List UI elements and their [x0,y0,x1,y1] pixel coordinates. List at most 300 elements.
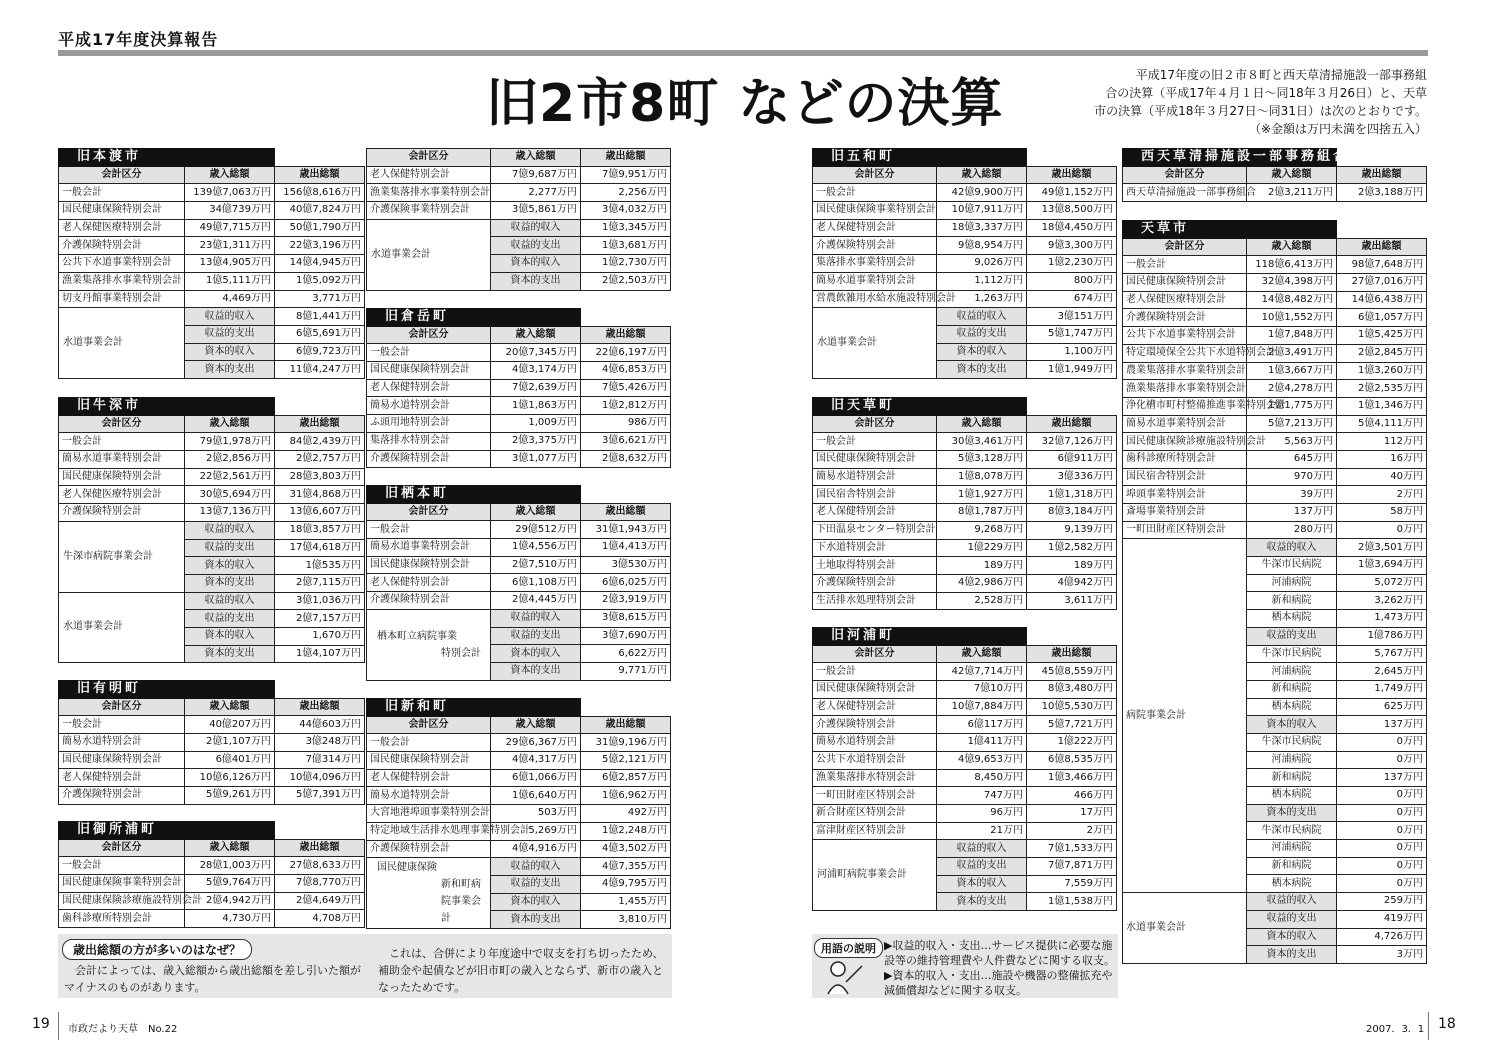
revenue-value: 137万円 [1247,504,1337,522]
sub-item-value: 7億7,871万円 [1027,857,1117,875]
expenditure-value: 58万円 [1337,504,1427,522]
sub-item-label: 資本的収入 [1247,716,1337,734]
sub-item-label: 収益的収入 [1247,539,1337,557]
column-header: 歳入総額 [937,166,1027,184]
account-name: 一般会計 [367,344,491,362]
expenditure-value: 2万円 [1337,486,1427,504]
table-row [59,290,365,308]
table-title: 旧御所浦町 [59,822,275,840]
table-cell [1027,628,1117,646]
account-name: 簡易水道事業特別会計 [59,451,185,469]
revenue-value: 3億1,077万円 [491,450,581,468]
account-name: 公共下水道特別会計 [813,751,937,769]
table-row [813,237,1117,255]
hospital-name: 栖本病院 [1247,610,1337,628]
account-name: 老人保健特別会計 [367,769,491,787]
sub-item-label: 資本的支出 [185,574,275,592]
revenue-value: 2億4,445万円 [491,592,581,610]
account-name: 老人保健特別会計 [813,698,937,716]
table-row [367,184,671,202]
budget-table-ushibuka [58,397,365,663]
table-title: 旧有明町 [59,681,275,699]
revenue-value: 34億739万円 [185,202,275,220]
sub-account-name: 病院事業会計 [1123,539,1247,893]
account-name: 農業集落排水事業特別会計 [1123,362,1247,380]
account-name: 漁業集落排水特別会計 [813,769,937,787]
table-row [367,521,671,539]
expenditure-value: 5億4,111万円 [1337,415,1427,433]
table-row [367,769,671,787]
sub-item-label: 収益的収入 [491,609,581,627]
expenditure-value: 7億9,951万円 [581,166,671,184]
table-cell [275,681,365,699]
expenditure-value: 1億2,812万円 [581,397,671,415]
table-row [367,379,671,397]
table-row [367,787,671,805]
expenditure-value: 4,708万円 [275,910,365,928]
revenue-value: 1億1,863万円 [491,397,581,415]
table-row [813,290,1117,308]
revenue-value: 10億6,126万円 [185,769,275,787]
table-row [59,451,365,469]
sub-item-value: 6億5,691万円 [275,325,365,343]
revenue-value: 13億4,905万円 [185,255,275,273]
sub-account-name-line: 特別会計 [441,647,481,659]
sub-item-value: 3億7,690万円 [581,627,671,645]
table-row [59,504,365,522]
sub-item-label: 収益的支出 [1247,627,1337,645]
table-row [59,734,365,752]
table-title: 旧牛深市 [59,398,275,416]
intro-line: 市の決算（平成18年３月27日～同31日）は次のとおりです。 [1094,104,1427,118]
expenditure-value: 9,139万円 [1027,521,1117,539]
table-row [367,219,671,237]
expenditure-value: 112万円 [1337,433,1427,451]
expenditure-value: 2億2,535万円 [1337,380,1427,398]
account-name: 簡易水道特別会計 [813,734,937,752]
sub-account-name-line: 新和町病院事業会計 [441,879,481,925]
table-row [1123,539,1427,557]
intro-line: 平成17年度の旧２市８町と西天草清掃施設一部事務組 [1135,68,1427,82]
page-number-right: 18 [1438,1016,1456,1032]
account-name: 国民健康保険診療施設特別会計 [59,892,185,910]
table-header-row [59,415,365,433]
sub-account-name [367,609,491,680]
sub-item-value: 6,622万円 [581,645,671,663]
account-name: 簡易水道特別会計 [367,397,491,415]
sub-item-value: 4億9,795万円 [581,875,671,893]
revenue-value: 5,269万円 [491,822,581,840]
revenue-value: 39万円 [1247,486,1337,504]
expenditure-value: 7億314万円 [275,751,365,769]
sub-item-label: 資本的収入 [185,557,275,575]
account-name: 一般会計 [367,521,491,539]
hospital-name: 新和病院 [1247,769,1337,787]
revenue-value: 2億3,491万円 [1247,344,1337,362]
sub-item-value: 0万円 [1337,733,1427,751]
revenue-value: 14億8,482万円 [1247,291,1337,309]
table-title: 旧本渡市 [59,149,275,167]
table-row [59,592,365,610]
revenue-value: 139億7,063万円 [185,184,275,202]
table-row [59,219,365,237]
sub-item-label: 資本的支出 [185,361,275,379]
revenue-value: 1億1,927万円 [937,486,1027,504]
expenditure-value: 492万円 [581,805,671,823]
account-name: 浄化槽市町村整備推進事業特別会計 [1123,397,1247,415]
revenue-value: 10億7,884万円 [937,698,1027,716]
sub-account-name: 水道事業会計 [367,219,491,290]
sub-item-value: 7億1,533万円 [1027,840,1117,858]
revenue-value: 7億9,687万円 [491,166,581,184]
sub-item-label: 資本的支出 [491,272,581,290]
table-row [367,592,671,610]
revenue-value: 96万円 [937,804,1027,822]
hospital-name: 河浦病院 [1247,840,1337,858]
glossary-item: ▶収益的収入・支出…サービス提供に必要な施設等の維持管理費や人件費などに関する収支。 [884,939,1115,967]
column-header: 歳入総額 [491,503,581,521]
account-name: 国民健康保険特別会計 [367,752,491,770]
sub-item-label: 収益的支出 [491,875,581,893]
column-header: 歳入総額 [1247,238,1337,256]
account-name: 下田温泉センター特別会計 [813,521,937,539]
table-row [59,769,365,787]
sub-item-label: 資本的収入 [491,645,581,663]
table-title-row [59,149,365,167]
account-name: 漁業集落排水事業特別会計 [1123,380,1247,398]
column-header: 会計区分 [813,166,937,184]
expenditure-value: 6億1,057万円 [1337,309,1427,327]
account-name: 老人保健医療特別会計 [59,486,185,504]
table-title: 旧天草町 [813,398,1027,416]
hospital-name: 河浦病院 [1247,663,1337,681]
expenditure-value: 40億7,824万円 [275,202,365,220]
table-row [59,237,365,255]
hospital-name: 栖本病院 [1247,698,1337,716]
budget-table-nishi [1122,148,1427,202]
table-cell [1337,221,1427,239]
account-name: 国民健康保険特別会計 [59,468,185,486]
table-row [367,432,671,450]
column-header: 歳出総額 [581,503,671,521]
revenue-value: 5億9,261万円 [185,787,275,805]
table-cell [275,149,365,167]
revenue-value: 2億4,942万円 [185,892,275,910]
sub-item-label: 資本的支出 [1247,946,1337,964]
table-row [1123,521,1427,539]
account-name: 老人保健特別会計 [813,504,937,522]
account-name: 一般会計 [59,716,185,734]
glossary-text [884,938,1116,998]
account-name: 国民宿舎特別会計 [813,486,937,504]
table-cell [581,486,671,504]
expenditure-value: 189万円 [1027,557,1117,575]
table-cell [1337,149,1427,167]
table-row [1123,433,1427,451]
account-name: 公共下水道事業特別会計 [1123,327,1247,345]
account-name: 老人保健医療特別会計 [1123,291,1247,309]
table-cell [581,699,671,717]
expenditure-value: 1億222万円 [1027,734,1117,752]
revenue-value: 6億1,066万円 [491,769,581,787]
revenue-value: 40億207万円 [185,716,275,734]
sub-item-value: 0万円 [1337,822,1427,840]
expenditure-value: 49億1,152万円 [1027,184,1117,202]
column-header: 会計区分 [1123,166,1247,184]
table-row [59,751,365,769]
account-name: 国民健康保険事業特別会計 [59,875,185,893]
account-name: 老人保健特別会計 [367,379,491,397]
table-row [59,202,365,220]
table-title-row [813,398,1117,416]
account-name: 簡易水道特別会計 [813,468,937,486]
expenditure-value: 13億6,607万円 [275,504,365,522]
sub-item-label: 収益的収入 [937,840,1027,858]
revenue-value: 32億4,398万円 [1247,274,1337,292]
sub-account-name: 河浦町病院事業会計 [813,840,937,911]
table-row [59,716,365,734]
revenue-value: 2億7,510万円 [491,556,581,574]
expenditure-value: 1億5,092万円 [275,272,365,290]
sub-item-value: 2億3,501万円 [1337,539,1427,557]
account-name: 介護保険特別会計 [813,574,937,592]
table-row [59,255,365,273]
table-row [367,840,671,858]
expenditure-value: 1億2,248万円 [581,822,671,840]
revenue-value: 1億5,111万円 [185,272,275,290]
sub-account-name: 水道事業会計 [59,308,185,379]
expenditure-value: 3,771万円 [275,290,365,308]
table-row [367,166,671,184]
expenditure-value: 2億2,845万円 [1337,344,1427,362]
revenue-value: 28億1,003万円 [185,857,275,875]
expenditure-value: 44億603万円 [275,716,365,734]
expenditure-value: 4億6,853万円 [581,362,671,380]
account-name: 老人保健特別会計 [813,219,937,237]
intro-line: 合の決算（平成17年４月１日～同18年３月26日）と、天草 [1105,86,1427,100]
expenditure-value: 6億6,025万円 [581,574,671,592]
page-number-left: 19 [32,1016,50,1032]
column-header: 歳出総額 [275,415,365,433]
expenditure-value: 674万円 [1027,290,1117,308]
table-row [367,450,671,468]
table-row [367,752,671,770]
sub-item-label: 資本的収入 [491,255,581,273]
expenditure-value: 14億4,945万円 [275,255,365,273]
table-row [813,769,1117,787]
sub-item-value: 0万円 [1337,804,1427,822]
sub-item-label: 収益的収入 [491,858,581,876]
expenditure-value: 3億248万円 [275,734,365,752]
expenditure-value: 1億2,230万円 [1027,255,1117,273]
table-row [1123,362,1427,380]
table-title-row [59,398,365,416]
revenue-value: 645万円 [1247,450,1337,468]
account-name: 介護保険特別会計 [59,504,185,522]
table-title: 旧倉岳町 [367,309,581,327]
sub-account-name: 水道事業会計 [59,592,185,663]
account-name: 老人保健特別会計 [59,769,185,787]
expenditure-value: 7億8,770万円 [275,875,365,893]
table-cell [1027,398,1117,416]
account-name: 斎場事業特別会計 [1123,504,1247,522]
revenue-value: 13億7,136万円 [185,504,275,522]
sub-item-label: 収益的支出 [185,539,275,557]
account-name: 特定環境保全公共下水道特別会計 [1123,344,1247,362]
account-name: 一般会計 [367,734,491,752]
expenditure-value: 800万円 [1027,272,1117,290]
account-name: 公共下水道事業特別会計 [59,255,185,273]
table-row [1123,344,1427,362]
revenue-value: 1億4,556万円 [491,539,581,557]
revenue-value: 503万円 [491,805,581,823]
table-title-row [1123,149,1427,167]
hospital-name: 新和病院 [1247,680,1337,698]
sub-item-value: 2億7,115万円 [275,574,365,592]
column-header: 歳出総額 [1027,166,1117,184]
budget-table-kuradake [366,308,671,468]
table-row [1123,309,1427,327]
account-name: 国民健康保険特別会計 [813,451,937,469]
sub-item-value: 1億1,538万円 [1027,893,1117,911]
expenditure-value: 16万円 [1337,450,1427,468]
column-header: 会計区分 [59,698,185,716]
expenditure-value: 31億4,868万円 [275,486,365,504]
account-name: 国民健康保険特別会計 [813,681,937,699]
sub-item-value: 0万円 [1337,857,1427,875]
revenue-value: 8,450万円 [937,769,1027,787]
sub-item-value: 8億1,441万円 [275,308,365,326]
revenue-value: 2億1,107万円 [185,734,275,752]
intro-text [1062,66,1427,138]
account-name: 簡易水道特別会計 [367,787,491,805]
sub-item-value: 625万円 [1337,698,1427,716]
column-header: 歳入総額 [185,166,275,184]
table-row [813,539,1117,557]
table-row [59,272,365,290]
table-cell [581,309,671,327]
glossary-tag: 用語の説明 [814,938,883,958]
account-name: 国民健康保険事業特別会計 [813,202,937,220]
sub-item-label: 資本的収入 [937,875,1027,893]
table-header-row [1123,238,1427,256]
account-name: 下水道特別会計 [813,539,937,557]
revenue-value: 6億1,108万円 [491,574,581,592]
expenditure-value: 3億530万円 [581,556,671,574]
account-name: 老人保健特別会計 [367,166,491,184]
table-row [59,308,365,326]
account-name: 国民宿舎特別会計 [1123,468,1247,486]
account-name: 埠頭事業特別会計 [1123,486,1247,504]
table-row [367,539,671,557]
table-row [813,184,1117,202]
table-title-row [367,486,671,504]
column-header: 歳出総額 [1027,415,1117,433]
sub-item-label: 資本的支出 [937,361,1027,379]
account-name: 生活排水処理特別会計 [813,592,937,610]
sub-item-value: 259万円 [1337,893,1427,911]
account-name: 介護保険特別会計 [1123,309,1247,327]
table-title: 旧五和町 [813,149,1027,167]
expenditure-value: 1億4,413万円 [581,539,671,557]
sub-item-label: 資本的収入 [185,343,275,361]
revenue-value: 7億2,639万円 [491,379,581,397]
publication-date: 2007．3．1 [1366,1024,1425,1035]
column-header: 歳入総額 [491,716,581,734]
sub-item-label: 収益的収入 [937,308,1027,326]
revenue-value: 118億6,413万円 [1247,256,1337,274]
table-row [59,910,365,928]
sub-item-value: 1,473万円 [1337,610,1427,628]
revenue-value: 2億3,211万円 [1247,184,1337,202]
table-row [813,557,1117,575]
budget-table-shinwa [366,698,671,929]
table-row [813,822,1117,840]
expenditure-value: 84億2,439万円 [275,433,365,451]
expenditure-value: 1億3,466万円 [1027,769,1117,787]
revenue-value: 2億3,375万円 [491,432,581,450]
table-row [1123,486,1427,504]
account-name: 切支丹館事業特別会計 [59,290,185,308]
revenue-value: 30億5,694万円 [185,486,275,504]
expenditure-value: 3億6,621万円 [581,432,671,450]
expenditure-value: 31億9,196万円 [581,734,671,752]
table-row [1123,504,1427,522]
note-question: 歳出総額の方が多いのはなぜ？ [62,939,252,960]
revenue-value: 42億7,714万円 [937,663,1027,681]
revenue-value: 79億1,978万円 [185,433,275,451]
revenue-value: 49億7,715万円 [185,219,275,237]
revenue-value: 20億7,345万円 [491,344,581,362]
sub-item-value: 4億7,355万円 [581,858,671,876]
sub-account-name [367,858,491,929]
expenditure-value: 156億8,616万円 [275,184,365,202]
table-header-row [367,149,671,167]
table-row [367,415,671,433]
account-name: 国民健康保険特別会計 [367,556,491,574]
table-row [1123,256,1427,274]
table-row [813,486,1117,504]
sub-item-label: 資本的支出 [185,645,275,663]
table-row [367,362,671,380]
expenditure-value: 2億4,649万円 [275,892,365,910]
sub-item-value: 1億786万円 [1337,627,1427,645]
sub-item-value: 7,559万円 [1027,875,1117,893]
table-row [1123,450,1427,468]
sub-item-value: 1億3,345万円 [581,219,671,237]
expenditure-value: 2億3,188万円 [1337,184,1427,202]
table-row [813,787,1117,805]
sub-item-value: 1億3,681万円 [581,237,671,255]
sub-item-value: 3,810万円 [581,911,671,929]
table-row [59,787,365,805]
revenue-value: 747万円 [937,787,1027,805]
expenditure-value: 31億1,943万円 [581,521,671,539]
budget-table-kawaura [812,627,1117,911]
account-name: 漁業集落排水事業特別会計 [367,184,491,202]
sub-item-value: 0万円 [1337,840,1427,858]
table-row [59,433,365,451]
revenue-value: 9,268万円 [937,521,1027,539]
account-name: 介護保険特別会計 [59,787,185,805]
hospital-name: 河浦病院 [1247,751,1337,769]
account-name: 国民健康保険特別会計 [1123,274,1247,292]
column-header: 歳出総額 [581,326,671,344]
table-header-row [59,166,365,184]
account-name: 歯科診療所特別会計 [1123,450,1247,468]
budget-table-ariake [58,680,365,805]
revenue-value: 1億6,640万円 [491,787,581,805]
